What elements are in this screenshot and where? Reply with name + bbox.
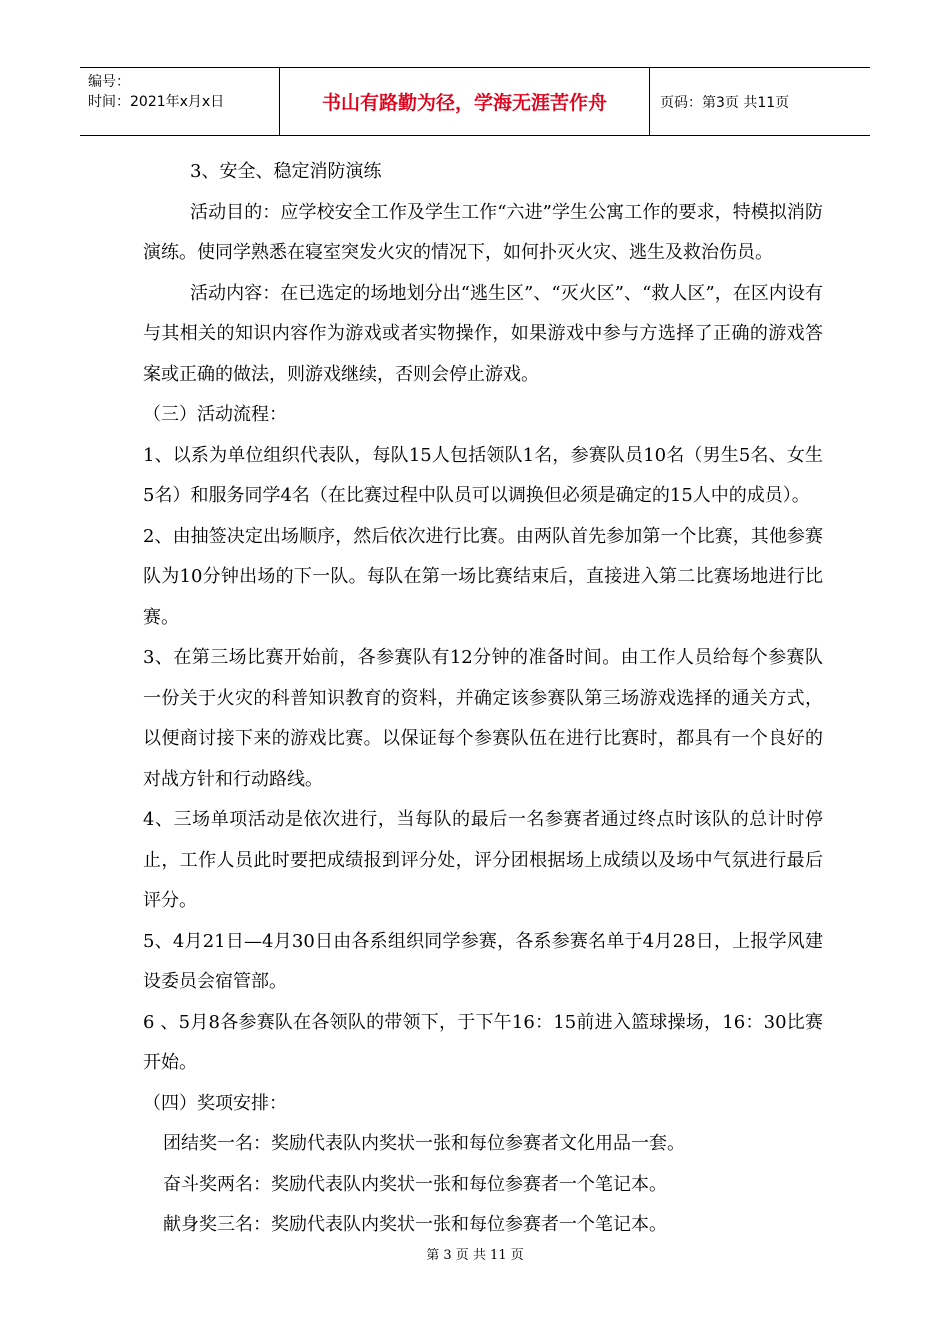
process-step-6: 6 、5月8各参赛队在各领队的带领下，于下午16：15前进入篮球操场，16：30比赛开始。 (143, 1011, 823, 1073)
header-page-info: 页码：第3页 共11页 (660, 94, 790, 111)
process-step-5: 5、4月21日—4月30日由各系组织同学参赛，各系参赛名单于4月28日，上报学风建设委员会宿管部。 (143, 930, 823, 992)
document-body (143, 152, 823, 1246)
heading-process: （三）活动流程： (143, 404, 287, 425)
page-footer: 第 3 页 共 11 页 (426, 1248, 524, 1263)
page-header (80, 67, 870, 136)
award-unity: 团结奖一名：奖励代表队内奖状一张和每位参赛者文化用品一套。 (163, 1133, 685, 1154)
award-struggle: 奋斗奖两名：奖励代表队内奖状一张和每位参赛者一个笔记本。 (163, 1173, 667, 1195)
number-label: 编号： (88, 74, 130, 90)
date-label: 时间：2021年x月x日 (88, 94, 225, 110)
paragraph-purpose: 活动目的：应学校安全工作及学生工作“六进”学生公寓工作的要求，特模拟消防演练。使同学熟悉在寝室突发火灾的情况下，如何扑灭火灾、逃生及救治伤员。 (143, 201, 823, 263)
header-motto: 书山有路勤为径，学海无涯苦作舟 (280, 68, 650, 135)
paragraph-content: 活动内容：在已选定的场地划分出“逃生区”、“灭火区”、“救人区”，在区内设有与其相关的知识内容作为游戏或者实物操作，如果游戏中参与方选择了正确的游戏答案或正确的做法，则游戏继续，否则会停止游戏。 (143, 282, 823, 385)
heading-awards: （四）奖项安排： (143, 1092, 287, 1114)
process-step-2: 2、由抽签决定出场顺序，然后依次进行比赛。由两队首先参加第一个比赛，其他参赛队为10分钟出场的下一队。每队在第一场比赛结束后，直接进入第二比赛场地进行比赛。 (143, 525, 823, 628)
header-meta (80, 68, 280, 135)
process-step-1: 1、以系为单位组织代表队，每队15人包括领队1名，参赛队员10名（男生5名、女生5名）和服务同学4名（在比赛过程中队员可以调换但必须是确定的15人中的成员）。 (143, 444, 823, 506)
process-step-3: 3、在第三场比赛开始前，各参赛队有12分钟的准备时间。由工作人员给每个参赛队一份关于火灾的科普知识教育的资料，并确定该参赛队第三场游戏选择的通关方式，以便商讨接下来的游戏比赛。以保证每个参赛队伍在进行比赛时，都具有一个良好的对战方针和行动路线。 (143, 647, 823, 790)
section-title-fire-drill: 3、安全、稳定消防演练 (190, 161, 382, 182)
process-step-4: 4、三场单项活动是依次进行，当每队的最后一名参赛者通过终点时该队的总计时停止，工作人员此时要把成绩报到评分处，评分团根据场上成绩以及场中气氛进行最后评分。 (143, 809, 823, 911)
award-dedication: 献身奖三名：奖励代表队内奖状一张和每位参赛者一个笔记本。 (163, 1214, 667, 1235)
